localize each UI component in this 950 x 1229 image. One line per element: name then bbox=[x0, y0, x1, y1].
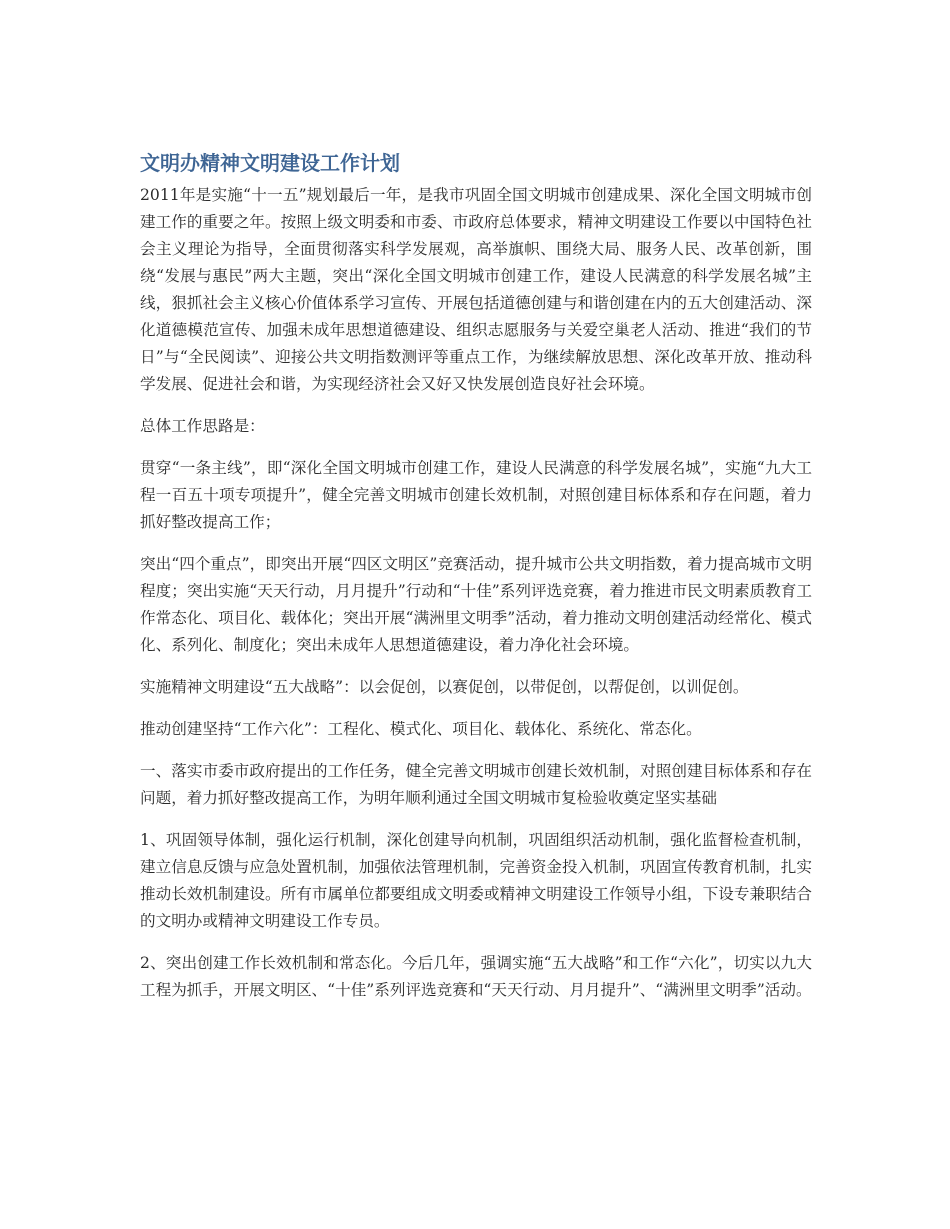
main-line-paragraph: 贯穿“一条主线”，即“深化全国文明城市创建工作，建设人民满意的科学发展名城”，实施“九大工程一百五十项专项提升”，健全完善文明城市创建长效机制，对照创建目标体系和存在问题，着力抓好整改提高工作； bbox=[140, 459, 812, 531]
five-strategies-paragraph: 实施精神文明建设“五大战略”：以会促创，以赛促创，以带促创，以帮促创，以训促创。 bbox=[140, 678, 749, 696]
section-one-heading: 一、落实市委市政府提出的工作任务，健全完善文明城市创建长效机制，对照创建目标体系和存在问题，着力抓好整改提高工作，为明年顺利通过全国文明城市复检验收奠定坚实基础 bbox=[140, 762, 812, 807]
document-page bbox=[140, 148, 812, 1019]
intro-paragraph: 2011年是实施“十一五”规划最后一年，是我市巩固全国文明城市创建成果、深化全国文明城市创建工作的重要之年。按照上级文明委和市委、市政府总体要求，精神文明建设工作要以中国特色社会主义理论为指导，全面贯彻落实科学发展观，高举旗帜、围绕大局、服务人民、改革创新，围绕“发展与惠民”两大主题，突出“深化全国文明城市创建工作，建设人民满意的科学发展名城”主线，狠抓社会主义核心价值体系学习宣传、开展包括道德创建与和谐创建在内的五大创建活动、深化道德模范宣传、加强未成年思想道德建设、组织志愿服务与关爱空巢老人活动、推进“我们的节日”与“全民阅读”、迎接公共文明指数测评等重点工作，为继续解放思想、深化改革开放、推动科学发展、促进社会和谐，为实现经济社会又好又快发展创造良好社会环境。 bbox=[140, 186, 812, 393]
item-two-paragraph: 2、突出创建工作长效机制和常态化。今后几年，强调实施“五大战略”和工作“六化”，切实以九大工程为抓手，开展文明区、“十佳”系列评选竞赛和“天天行动、月月提升”、“满洲里文明季”活动。 bbox=[140, 954, 812, 999]
item-one-paragraph: 1、巩固领导体制，强化运行机制，深化创建导向机制，巩固组织活动机制，强化监督检查机制，建立信息反馈与应急处置机制，加强依法管理机制，完善资金投入机制，巩固宣传教育机制，扎实推动长效机制建设。所有市属单位都要组成文明委或精神文明建设工作领导小组，下设专兼职结合的文明办或精神文明建设工作专员。 bbox=[140, 831, 812, 930]
overall-approach-heading: 总体工作思路是： bbox=[140, 417, 265, 435]
four-focus-paragraph: 突出“四个重点”，即突出开展“四区文明区”竞赛活动，提升城市公共文明指数，着力提高城市文明程度；突出实施“天天行动，月月提升”行动和“十佳”系列评选竞赛，着力推进市民文明素质教育工作常态化、项目化、载体化；突出开展“满洲里文明季”活动，着力推动文明创建活动经常化、模式化、系列化、制度化；突出未成年人思想道德建设，着力净化社会环境。 bbox=[140, 555, 812, 654]
six-work-paragraph: 推动创建坚持“工作六化”：工程化、模式化、项目化、载体化、系统化、常态化。 bbox=[140, 720, 702, 738]
document-title: 文明办精神文明建设工作计划 bbox=[140, 151, 400, 175]
